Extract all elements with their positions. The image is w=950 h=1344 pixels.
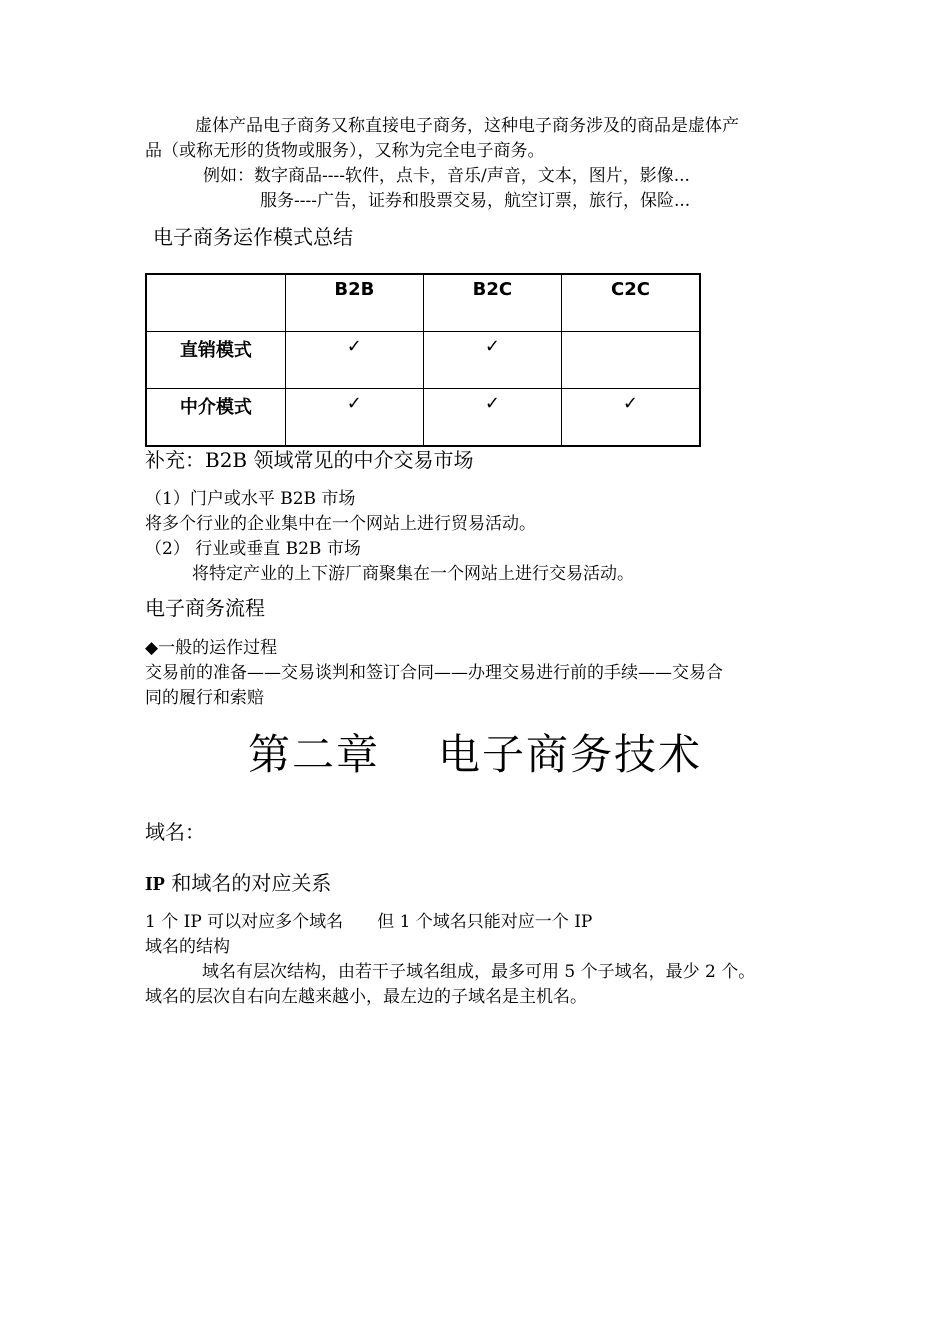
example-services: 服务----广告，证券和股票交易，航空订票，旅行，保险... [260,191,691,211]
process-desc-line-2: 同的履行和索赔 [145,688,264,708]
process-bullet: ◆一般的运作过程 [145,638,278,658]
process-desc-line-1: 交易前的准备——交易谈判和签订合同——办理交易进行前的手续——交易合 [145,663,723,683]
supplement-item-2-title: （2） 行业或垂直 B2B 市场 [145,539,361,559]
supplement-item-2-desc: 将特定产业的上下游厂商聚集在一个网站上进行交易活动。 [192,564,634,584]
chapter-title [0,728,950,782]
supplement-item-1-desc: 将多个行业的企业集中在一个网站上进行贸易活动。 [145,514,536,534]
relation-heading-text: 和域名的对应关系 [165,871,332,895]
column-header: C2C [561,274,700,332]
chapter-name: 电子商务技术 [438,730,703,779]
row-label: 中介模式 [146,389,285,447]
process-heading: 电子商务流程 [145,596,265,620]
column-header: B2B [285,274,423,332]
domain-label: 域名： [145,820,205,844]
check-icon: ✓ [285,389,423,447]
column-header: B2C [423,274,561,332]
table-row [146,332,700,389]
intro-line-1: 虚体产品电子商务又称直接电子商务，这种电子商务涉及的商品是虚体产 [195,116,739,136]
summary-heading: 电子商务运作模式总结 [153,225,353,249]
check-icon: ✓ [423,332,561,389]
domain-structure-line-2: 域名的层次自右向左越来越小，最左边的子域名是主机名。 [145,987,587,1007]
business-model-table [145,273,701,447]
table-corner-cell [146,274,285,332]
ip-domain-relation-heading [145,869,331,898]
domain-structure-title: 域名的结构 [145,937,230,957]
table-header-row [146,274,700,332]
ip-label: IP [145,873,165,895]
chapter-number: 第二章 [247,730,380,779]
row-label: 直销模式 [146,332,285,389]
table-row [146,389,700,447]
domain-structure-line-1: 域名有层次结构，由若干子域名组成，最多可用 5 个子域名，最少 2 个。 [202,962,756,982]
check-icon: ✓ [561,389,700,447]
check-icon: ✓ [423,389,561,447]
ip-domain-relation-line: 1 个 IP 可以对应多个域名 但 1 个域名只能对应一个 IP [145,912,593,932]
example-digital-goods: 例如：数字商品----软件，点卡，音乐/声音，文本，图片，影像... [203,166,690,186]
check-icon: ✓ [285,332,423,389]
supplement-item-1-title: （1）门户或水平 B2B 市场 [145,489,356,509]
empty-cell [561,332,700,389]
intro-line-2: 品（或称无形的货物或服务），又称为完全电子商务。 [145,141,545,161]
supplement-heading: 补充：B2B 领域常见的中介交易市场 [145,448,474,472]
